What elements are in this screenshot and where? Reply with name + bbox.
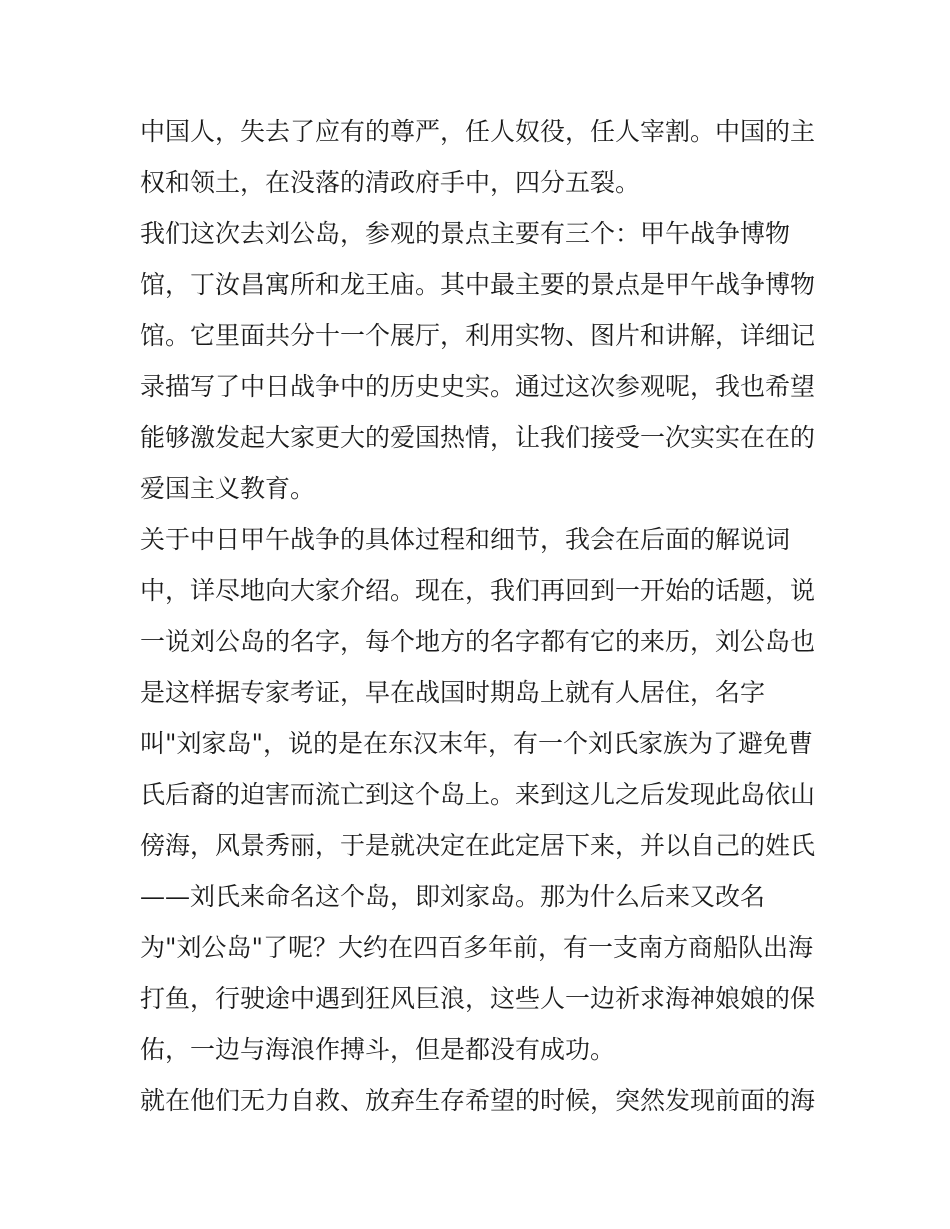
text-line: 打鱼，行驶途中遇到狂风巨浪，这些人一边祈求海神娘娘的保 (140, 984, 816, 1013)
paragraph (140, 208, 820, 514)
text-line: 权和领土，在没落的清政府手中，四分五裂。 (140, 168, 641, 197)
text-line: 馆，丁汝昌寓所和龙王庙。其中最主要的景点是甲午战争博物 (140, 270, 816, 299)
text-line: 中国人，失去了应有的尊严，任人奴役，任人宰割。中国的主 (140, 117, 816, 146)
text-line: 中，详尽地向大家介绍。现在，我们再回到一开始的话题，说 (140, 576, 816, 605)
text-line: 是这样据专家考证，早在战国时期岛上就有人居住，名字 (140, 678, 766, 707)
text-line: 傍海，风景秀丽，于是就决定在此定居下来，并以自己的姓氏 (140, 831, 816, 860)
body-text (140, 106, 820, 1126)
text-line: 一说刘公岛的名字，每个地方的名字都有它的来历，刘公岛也 (140, 627, 816, 656)
text-line: 关于中日甲午战争的具体过程和细节，我会在后面的解说词 (140, 525, 791, 554)
text-line: 氏后裔的迫害而流亡到这个岛上。来到这儿之后发现此岛依山 (140, 780, 816, 809)
text-line: ——刘氏来命名这个岛，即刘家岛。那为什么后来又改名 (140, 882, 766, 911)
text-line: 为"刘公岛"了呢？大约在四百多年前，有一支南方商船队出海 (140, 933, 814, 962)
text-line: 爱国主义教育。 (140, 474, 316, 503)
text-line: 馆。它里面共分十一个展厅，利用实物、图片和讲解，详细记 (140, 321, 816, 350)
text-line: 就在他们无力自救、放弃生存希望的时候，突然发现前面的海 (140, 1086, 816, 1115)
paragraph (140, 1075, 820, 1126)
paragraph (140, 514, 820, 1075)
text-line: 能够激发起大家更大的爱国热情，让我们接受一次实实在在的 (140, 423, 816, 452)
text-line: 录描写了中日战争中的历史史实。通过这次参观呢，我也希望 (140, 372, 816, 401)
text-line: 佑，一边与海浪作搏斗，但是都没有成功。 (140, 1035, 616, 1064)
text-line: 叫"刘家岛"，说的是在东汉末年，有一个刘氏家族为了避免曹 (140, 729, 814, 758)
paragraph (140, 106, 820, 208)
text-line: 我们这次去刘公岛，参观的景点主要有三个：甲午战争博物 (140, 219, 791, 248)
